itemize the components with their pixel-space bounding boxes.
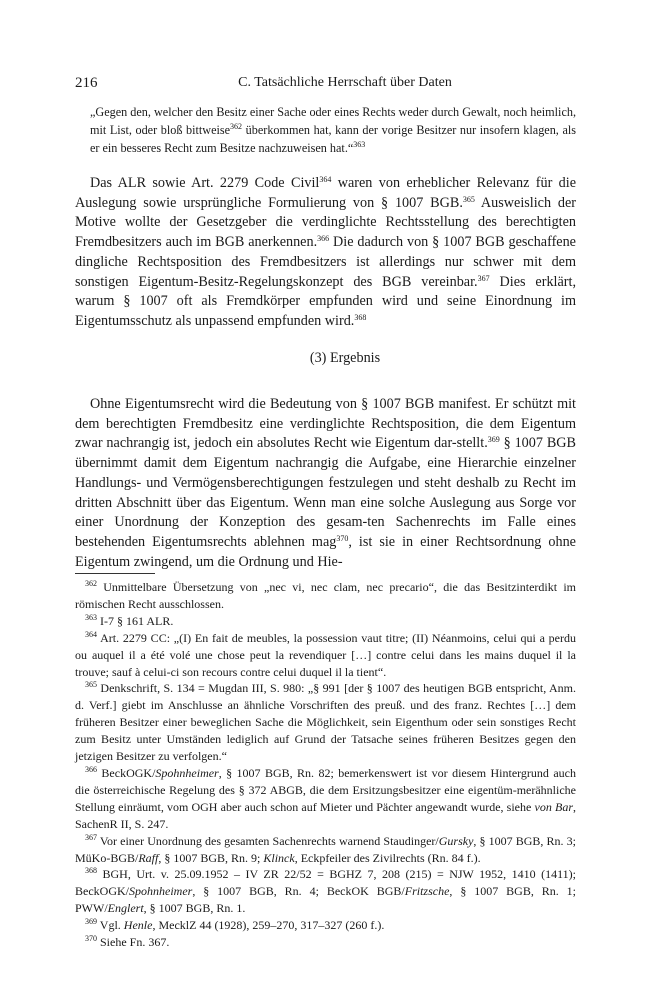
author-name: Gursky — [438, 833, 474, 848]
footnote-number: 366 — [85, 764, 97, 774]
footnote — [75, 866, 576, 917]
author-name: Spohnheimer — [155, 765, 219, 780]
author-name: Spohnheimer — [129, 884, 193, 899]
footnote — [75, 917, 576, 934]
footnote-ref[interactable]: 367 — [477, 273, 490, 283]
body-paragraph — [75, 174, 576, 332]
footnote-text: , § 1007 BGB, Rn. 1. — [143, 901, 246, 916]
footnote — [75, 934, 576, 951]
body-paragraph — [75, 395, 576, 572]
footnote-number: 364 — [85, 629, 97, 639]
footnote — [75, 613, 576, 630]
footnote-text: , SachenR II, S. 247. — [75, 799, 576, 831]
author-name: Klinck — [263, 850, 295, 865]
footnote-text: Vgl. — [97, 918, 124, 933]
footnote-text: Unmittelbare Übersetzung von „nec vi, nec clam, nec precario“, die das Besitzinterdikt im römischen Recht ausschlossen. — [75, 580, 576, 611]
footnote-number: 369 — [85, 917, 97, 927]
footnote — [75, 833, 576, 867]
footnote-text: , § 1007 BGB, Rn. 4; BeckOK BGB/ — [192, 884, 405, 899]
footnote-number: 365 — [85, 680, 97, 690]
footnote-text: I-7 § 161 ALR. — [97, 613, 174, 628]
footnote-text: , § 1007 BGB, Rn. 9; — [158, 850, 264, 865]
footnote-text: , § 1007 BGB, Rn. 1; PWW/ — [75, 884, 576, 916]
paragraph-text: waren von erheblicher Relevanz für die Auslegung sowie ursprüngliche Formulierung von § 1007 BGB. — [75, 175, 576, 211]
quote-text: überkommen hat, kann der vorige Besitzer nur insofern klagen, als er ein besseres Recht zum Besitze nachzuweisen hat.“ — [90, 123, 576, 155]
footnote-text: Denkschrift, S. 134 = Mugdan III, S. 980: „§ 991 [der § 1007 des heutigen BGB entspricht, Anm. d. Verf.] giebt im Anschlusse an ähnliche Vorschriften des preuß. und des franz. Rechtes […] dem früheren Besitzer einer beweglichen Sache die Möglichkeit, sein Eigenthum oder sein sonstiges Recht zum Besitz unter Umständen lediglich auf Grund der Tatsache seines früheren Besitzes gegen den jetzigen Besitzer zu verfolgen.“ — [75, 681, 576, 764]
paragraph-text: , ist sie in einer Rechtsordnung ohne Eigentum zwingend, um die Ordnung und Hie- — [75, 533, 576, 570]
running-head: C. Tatsächliche Herrschaft über Daten — [238, 75, 452, 90]
footnote-rule — [75, 573, 155, 574]
paragraph-text: Das ALR sowie Art. 2279 Code Civil — [90, 175, 320, 191]
paragraph-text: § 1007 BGB übernimmt damit dem Eigentum nachrangig die Aufgabe, eine Hierarchie einzelner Handlungs- und Vermögensberechtigungen festzulegen und steht deshalb zu Recht im dritten Abschnitt über das Eigentum. Wenn man eine solche Auslegung aus Sorge vor einer Unordnung der Konzeption des gesam-ten Sachenrechts im Falle eines bestehenden Eigentumsrechts ablehnen mag — [75, 435, 576, 550]
footnote-number: 370 — [85, 934, 97, 944]
footnote-number: 362 — [85, 579, 97, 588]
footnote-ref[interactable]: 362 — [230, 122, 243, 131]
page-number: 216 — [75, 75, 98, 91]
author-name: Henle — [123, 918, 153, 933]
footnote-text: , MecklZ 44 (1928), 259–270, 317–327 (260 f.). — [152, 918, 385, 933]
quote-text: „Gegen den, welcher den Besitz einer Sache oder eines Rechts weder durch Gewalt, noch heimlich, mit List, oder bloß bittweise — [90, 105, 576, 137]
footnote-text: BeckOGK/ — [97, 765, 156, 780]
paragraph-text: Die dadurch von § 1007 BGB geschaffene dingliche Rechtsposition des Fremdbesitzers ist allerdings nur schwer mit dem sonstigen Eigentum-Besitz-Regelungskonzept des BGB vereinbar. — [75, 234, 576, 290]
footnote-text: Siehe Fn. 367. — [97, 935, 170, 950]
footnote — [75, 765, 576, 833]
footnote-ref[interactable]: 366 — [317, 234, 330, 244]
footnote-text: , Eckpfeiler des Zivilrechts (Rn. 84 f.). — [294, 850, 481, 865]
author-name: Fritzsche — [404, 884, 450, 899]
author-name: Englert — [107, 901, 144, 916]
footnote-ref[interactable]: 370 — [336, 533, 349, 543]
footnote-text: BGH, Urt. v. 25.09.1952 – IV ZR 22/52 = BGHZ 7, 208 (215) = NJW 1952, 1410 (1411); BeckOGK/ — [75, 867, 576, 899]
footnote-number: 363 — [85, 612, 97, 622]
paragraph-text: Dies erklärt, warum § 1007 oft als Fremdkörper empfunden wird und seine Einordnung im Eigentumsschutz als unpassend empfunden wird. — [75, 273, 576, 329]
footnote — [75, 680, 576, 765]
footnote — [75, 630, 576, 681]
author-name: Raff — [138, 850, 159, 865]
footnote-ref[interactable]: 365 — [462, 194, 475, 204]
footnote-text: , § 1007 BGB, Rn. 82; bemerkenswert ist vor diesem Hintergrund auch die österreichische Regelung des § 372 ABGB, die dem Ersitzungsbesitzer eine eigentüm-merähnliche Stellung einräumt, vom OGH aber auch schon auf Mieter und Pächter angewandt wurde, siehe — [75, 765, 576, 814]
footnote — [75, 579, 576, 613]
footnote-ref[interactable]: 363 — [353, 140, 366, 149]
author-name: von Bar — [534, 799, 573, 814]
footnote-ref[interactable]: 368 — [354, 312, 367, 322]
footnote-number: 367 — [85, 832, 97, 842]
footnote-number: 368 — [85, 866, 97, 876]
footnote-text: , § 1007 BGB, Rn. 3; MüKo-BGB/ — [75, 833, 576, 865]
paragraph-text: Ausweislich der Motive wollte der Gesetzgeber die verdinglichte Rechtsstellung des berechtigten Fremdbesitzers auch im BGB anerkennen. — [75, 194, 577, 251]
footnote-text: Vor einer Unordnung des gesamten Sachenrechts warnend Staudinger/ — [97, 833, 439, 848]
footnote-text: Art. 2279 CC: „(I) En fait de meubles, la possession vaut titre; (II) Néanmoins, celui qui a perdu ou auquel il a été volé une chose peut la revendiquer […] contre celui dans les mains duquel il la trouve; sauf à celui-ci son recours contre celui duquel il la tient“. — [75, 630, 576, 679]
block-quote — [90, 103, 576, 157]
footnotes — [75, 579, 576, 951]
section-heading: (3) Ergebnis — [309, 350, 381, 366]
paragraph-text: Ohne Eigentumsrecht wird die Bedeutung von § 1007 BGB manifest. Er schützt mit dem berechtigten Fremdbesitz eine verdinglichte Rechtsposition, die dem Eigentum zwar nachrangig ist, jedoch ein absolutes Recht wie Eigentum dar-stellt. — [75, 396, 576, 452]
footnote-ref[interactable]: 364 — [319, 175, 332, 184]
footnote-ref[interactable]: 369 — [487, 435, 500, 445]
